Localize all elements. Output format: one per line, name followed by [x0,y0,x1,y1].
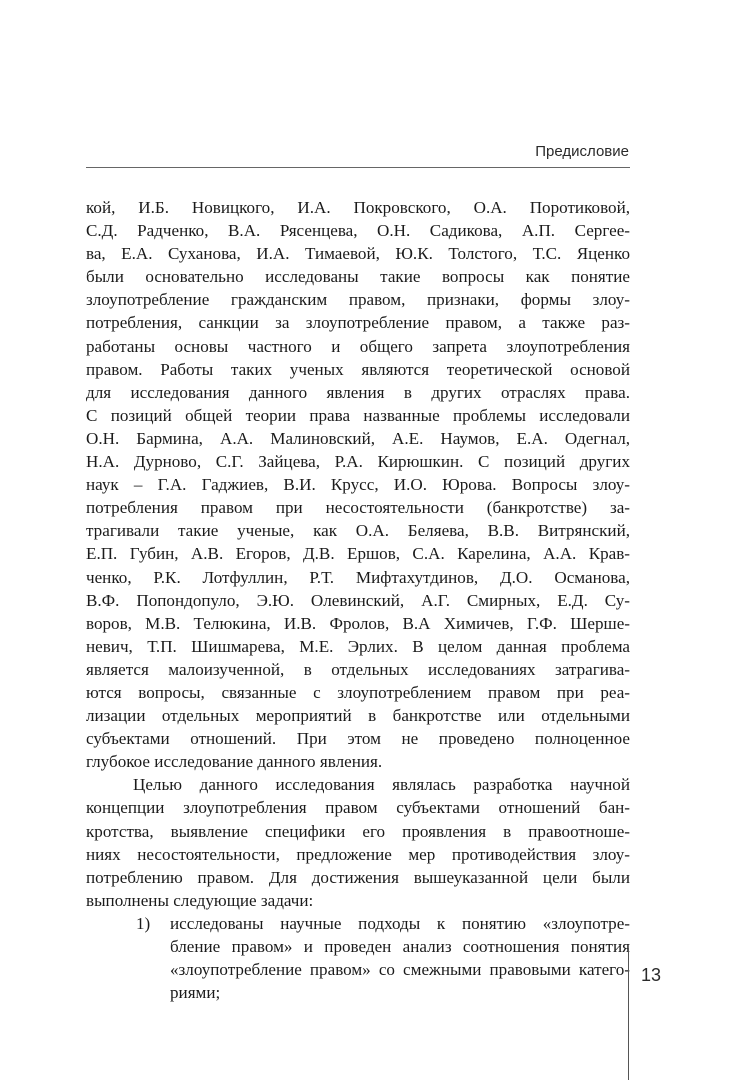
list-number: 1) [136,913,151,933]
text-line: бление правом» и проведен анализ соотношения понятия [170,937,630,956]
text-line: работаны основы частного и общего запрета злоупотребления [86,336,630,356]
text-line: исследованы научные подходы к понятию «злоупотре- [170,913,630,933]
text-line: потребления, санкции за злоупотребление правом, а также раз- [86,313,630,333]
list-line [86,912,630,935]
text-line: является малоизученной, в отдельных исследованиях затрагива- [86,659,630,679]
text-line: Е.П. Губин, А.В. Егоров, Д.В. Ершов, С.А. Карелина, А.А. Крав- [86,544,630,564]
page-number: 13 [641,965,662,985]
text-line: выполнены следующие задачи: [86,890,314,910]
text-line: кой, И.Б. Новицкого, И.А. Покровского, О.А. Поротиковой, [86,198,630,217]
text-line: наук – Г.А. Гаджиев, В.И. Крусс, И.О. Юрова. Вопросы злоу- [86,475,630,495]
text-line: глубокое исследование данного явления. [86,752,383,772]
list-line [86,981,630,1004]
list-line [86,958,630,981]
text-line: потребления правом при несостоятельности (банкротстве) за- [86,498,630,518]
margin-rule [628,948,629,1080]
running-head: Предисловие [535,143,629,160]
text-line: были основательно исследованы такие вопросы как понятие [86,267,630,287]
text-line: невич, Т.П. Шишмарева, М.Е. Эрлих. В целом данная проблема [86,636,630,656]
list-line [86,935,630,958]
paragraph-2 [86,773,630,912]
text-line: воров, М.В. Телюкина, И.В. Фролов, В.А Химичев, Г.Ф. Шерше- [86,613,630,633]
text-line: кротства, выявление специфики его проявления в правоотноше- [86,821,630,841]
text-line: правом. Работы таких ученых являются теоретической основой [86,359,630,379]
text-line: Н.А. Дурново, С.Г. Зайцева, Р.А. Кирюшкин. С позиций других [86,452,630,472]
list-item-1 [86,912,630,1004]
text-line: для исследования данного явления в других отраслях права. [86,382,630,402]
text-line: Целью данного исследования являлась разработка научной [133,775,630,795]
text-line: ются вопросы, связанные с злоупотреблением правом при реа- [86,682,630,702]
page-body [86,196,630,1004]
header-rule [86,167,630,168]
text-line: концепции злоупотребления правом субъектами отношений бан- [86,798,630,818]
text-line: ва, Е.А. Суханова, И.А. Тимаевой, Ю.К. Толстого, Т.С. Яценко [86,244,630,264]
text-line: О.Н. Бармина, А.А. Малиновский, А.Е. Наумов, Е.А. Одегнал, [86,428,630,448]
text-line: ченко, Р.К. Лотфуллин, Р.Т. Мифтахутдинов, Д.О. Османова, [86,567,630,587]
text-line: С позиций общей теории права названные проблемы исследовали [86,405,630,425]
text-line: субъектами отношений. При этом не проведено полноценное [86,729,630,749]
text-line: В.Ф. Попондопуло, Э.Ю. Олевинский, А.Г. Смирных, Е.Д. Су- [86,590,630,610]
text-line: «злоупотребление правом» со смежными правовыми катего- [170,960,630,980]
text-line: злоупотребление гражданским правом, признаки, формы злоу- [86,290,630,310]
text-line: С.Д. Радченко, В.А. Рясенцева, О.Н. Садикова, А.П. Сергее- [86,221,630,241]
text-line: трагивали такие ученые, как О.А. Беляева, В.В. Витрянский, [86,521,630,541]
paragraph-1 [86,196,630,773]
text-line: лизации отдельных мероприятий в банкротстве или отдельными [86,706,630,726]
text-line: потреблению правом. Для достижения вышеуказанной цели были [86,867,630,887]
text-line: риями; [170,983,221,1003]
text-line: ниях несостоятельности, предложение мер противодействия злоу- [86,844,630,864]
